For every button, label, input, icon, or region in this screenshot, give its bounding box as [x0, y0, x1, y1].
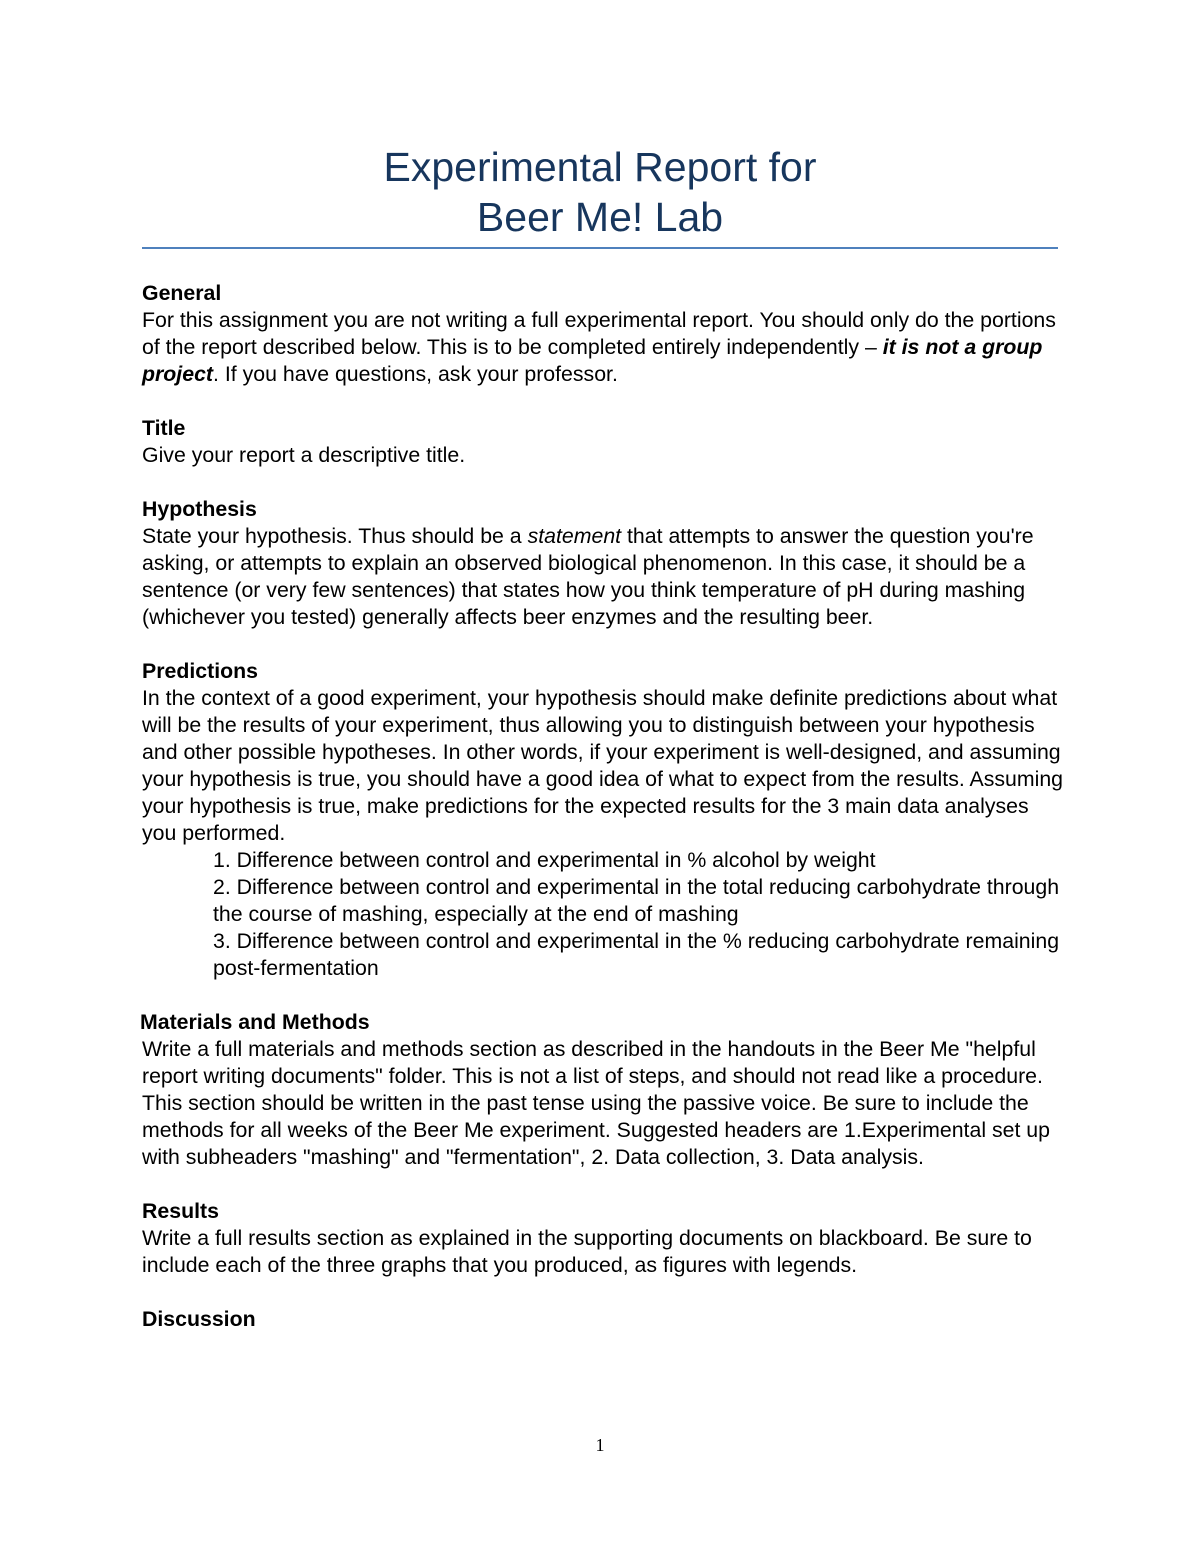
- section-text: [142, 307, 1067, 388]
- page-number: 1: [595, 1435, 605, 1455]
- list-item: 3. Difference between control and experimental in the % reducing carbohydrate remaining post-fermentation: [213, 929, 1060, 980]
- list-item: 2. Difference between control and experimental in the total reducing carbohydrate through the course of mashing, especially at the end of mashing: [213, 875, 1060, 926]
- emphasis-text: statement: [527, 524, 622, 548]
- document-title: [142, 142, 1058, 242]
- section-heading: Discussion: [142, 1307, 256, 1331]
- section-hypothesis: [142, 496, 1067, 631]
- text-run: State your hypothesis. Thus should be a: [142, 524, 528, 548]
- section-heading: Results: [142, 1199, 219, 1223]
- document-body: [142, 280, 1067, 1360]
- section-discussion: [142, 1306, 1067, 1333]
- section-heading: Title: [142, 416, 186, 440]
- section-text: Write a full results section as explained in the supporting documents on blackboard. Be sure to include each of the three graphs that you produced, as figures with legends.: [142, 1226, 1032, 1277]
- section-materials-methods: [142, 1009, 1067, 1171]
- section-heading: Materials and Methods: [140, 1010, 370, 1034]
- text-run: For this assignment you are not writing a full experimental report. You should only do the portions of the report described below. This is to be completed entirely independently –: [142, 308, 1056, 359]
- title-divider: [142, 247, 1058, 249]
- section-general: [142, 280, 1067, 388]
- list-item: 1. Difference between control and experimental in % alcohol by weight: [213, 848, 876, 872]
- section-heading: Hypothesis: [142, 497, 257, 521]
- section-predictions: [142, 658, 1067, 982]
- title-line-1: Experimental Report for: [383, 144, 817, 190]
- title-line-2: Beer Me! Lab: [476, 194, 724, 240]
- section-title: [142, 415, 1067, 469]
- section-heading: General: [142, 281, 222, 305]
- section-text: Give your report a descriptive title.: [142, 443, 466, 467]
- emphasis-text: it is not a group project: [142, 335, 1043, 386]
- section-text: Write a full materials and methods section as described in the handouts in the Beer Me "helpful report writing documents" folder. This is not a list of steps, and should not read like a procedure. This section should be written in the past tense using the passive voice. Be sure to include the methods for all weeks of the Beer Me experiment. Suggested headers are 1.Experimental set up with subheaders "mashing" and "fermentation", 2. Data collection, 3. Data analysis.: [142, 1037, 1050, 1169]
- text-run: that attempts to answer the question you're asking, or attempts to explain an observed biological phenomenon. In this case, it should be a sentence (or very few sentences) that states how you think temperature of pH during mashing (whichever you tested) generally affects beer enzymes and the resulting beer.: [142, 524, 1034, 629]
- section-text: [142, 523, 1067, 631]
- section-heading: Predictions: [142, 659, 258, 683]
- prediction-list: [142, 847, 1067, 982]
- text-run: . If you have questions, ask your professor.: [213, 362, 618, 386]
- section-text: In the context of a good experiment, your hypothesis should make definite predictions about what will be the results of your experiment, thus allowing you to distinguish between your hypothesis and other possible hypotheses. In other words, if your experiment is well-designed, and assuming your hypothesis is true, you should have a good idea of what to expect from the results. Assuming your hypothesis is true, make predictions for the expected results for the 3 main data analyses you performed.: [142, 686, 1064, 845]
- section-results: [142, 1198, 1067, 1279]
